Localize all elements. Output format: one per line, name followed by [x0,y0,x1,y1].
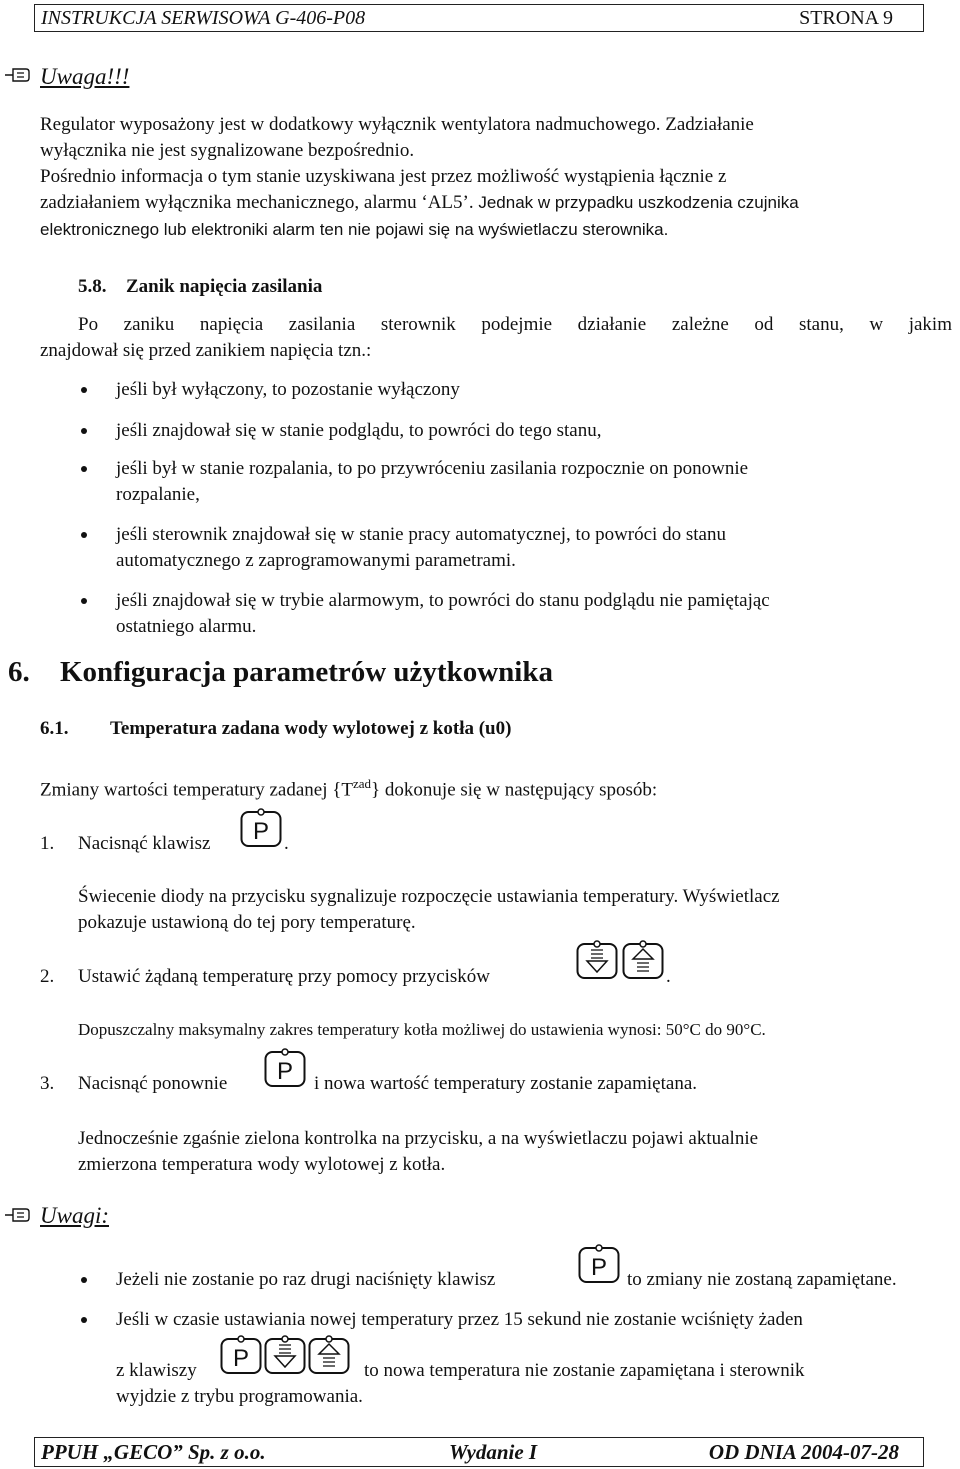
list-item: jeśli znajdował się w trybie alarmowym, to powróci do stanu podglądu nie pamiętając [116,590,770,611]
p-key-icon [578,1244,620,1284]
p-key-icon [264,1048,306,1088]
step-end: i nowa wartość temperatury zostanie zapamiętana. [314,1073,697,1094]
note-text: zadziałaniem wyłącznika mechanicznego, alarmu ‘AL5’. [40,192,474,213]
step-end: . [666,966,671,987]
bullet [81,387,87,393]
step-number: 1. [40,833,55,854]
section-intro: Po zaniku napięcia zasilania sterownik podejmie działanie zależne od stanu, w jakim [78,314,952,335]
p-key-icon [220,1335,262,1375]
step-text: Nacisnąć klawisz [78,833,211,854]
chapter-number: 6. [8,656,30,688]
step-desc: pokazuje ustawioną do tej pory temperaturę. [78,912,416,933]
section-number: 6.1. [40,718,69,739]
change-text: } dokonuje się w następujący sposób: [371,779,658,801]
step-number: 2. [40,966,55,987]
chapter-title: Konfiguracja parametrów użytkownika [60,656,553,688]
bullet [81,466,87,472]
up-key-icon [622,940,664,980]
page-footer [34,1437,924,1467]
down-key-icon [576,940,618,980]
pointing-hand-icon [4,66,30,84]
change-text: Zmiany wartości temperatury zadanej {T [40,779,353,801]
list-item: to nowa temperatura nie zostanie zapamiętana i sterownik [364,1360,805,1381]
section-title: Temperatura zadana wody wylotowej z kotła (u0) [110,718,512,739]
bullet [81,532,87,538]
section-number: 5.8. [78,276,107,297]
note-line: Regulator wyposażony jest w dodatkowy wyłącznik wentylatora nadmuchowego. Zadziałanie [40,114,754,135]
list-item: Jeżeli nie zostanie po raz drugi naciśnięty klawisz [116,1269,496,1290]
section-intro: znajdował się przed zanikiem napięcia tzn.: [40,340,372,361]
edition: Wydanie I [449,1440,538,1464]
list-item: jeśli był wyłączony, to pozostanie wyłączony [116,379,460,400]
document-title: INSTRUKCJA SERWISOWA G-406-P08 [41,7,366,29]
down-key-icon [264,1335,306,1375]
step-desc: Świecenie diody na przycisku sygnalizuje rozpoczęcie ustawiania temperatury. Wyświetlacz [78,886,780,907]
list-item: jeśli sterownik znajdował się w stanie pracy automatycznej, to powróci do stanu [116,524,726,545]
company-name: PPUH „GECO” Sp. z o.o. [41,1440,266,1464]
step-desc: Jednocześnie zgaśnie zielona kontrolka na przycisku, a na wyświetlaczu pojawi aktualnie [78,1128,759,1149]
bullet [81,428,87,434]
list-item: z klawiszy [116,1360,197,1381]
list-item: to zmiany nie zostaną zapamiętane. [627,1269,897,1290]
up-key-icon [308,1335,350,1375]
svg-text:P: P [252,818,270,845]
list-item: wyjdzie z trybu programowania. [116,1386,363,1407]
page-number: STRONA 9 [799,7,893,29]
step-text: Nacisnąć ponownie [78,1073,228,1094]
list-item: jeśli był w stanie rozpalania, to po przywróceniu zasilania rozpocznie on ponownie [116,458,749,479]
section-title: Zanik napięcia zasilania [126,276,323,297]
list-item: Jeśli w czasie ustawiania nowej temperatury przez 15 sekund nie zostanie wciśnięty żaden [116,1309,803,1330]
temperature-range: Dopuszczalny maksymalny zakres temperatury kotła możliwej do ustawienia wynosi: 50°C do 90°C. [78,1020,766,1039]
step-number: 3. [40,1073,55,1094]
note-text-sans: Jednak w przypadku uszkodzenia czujnika [473,193,799,212]
bullet [81,598,87,604]
step-desc: zmierzona temperatura wody wylotowej z kotła. [78,1154,446,1175]
svg-text:P: P [276,1058,294,1085]
p-key-icon [240,808,282,848]
note-line: Pośrednio informacja o tym stanie uzyskiwana jest przez możliwość wystąpienia łącznie z [40,166,727,187]
edition-date: OD DNIA 2004-07-28 [708,1440,899,1464]
note-title: Uwagi: [40,1203,109,1228]
change-intro [40,776,657,801]
svg-text:P: P [590,1254,608,1281]
bullet [81,1277,87,1283]
note-title: Uwaga!!! [40,64,130,89]
step-text: Ustawić żądaną temperaturę przy pomocy przycisków [78,966,491,987]
note-text-sans: elektronicznego lub elektroniki alarm ten nie pojawi się na wyświetlaczu sterownika. [40,220,669,239]
svg-text:P: P [232,1345,250,1372]
list-item: rozpalanie, [116,484,200,505]
list-item: ostatniego alarmu. [116,616,257,637]
note-line: wyłącznika nie jest sygnalizowane bezpośrednio. [40,140,415,161]
page-header [34,4,924,32]
note-line [40,192,799,214]
step-end: . [284,833,289,854]
pointing-hand-icon [4,1206,30,1224]
list-item: jeśli znajdował się w stanie podglądu, to powróci do tego stanu, [116,420,602,441]
bullet [81,1317,87,1323]
superscript: zad [353,776,372,791]
list-item: automatycznego z zaprogramowanymi parametrami. [116,550,516,571]
